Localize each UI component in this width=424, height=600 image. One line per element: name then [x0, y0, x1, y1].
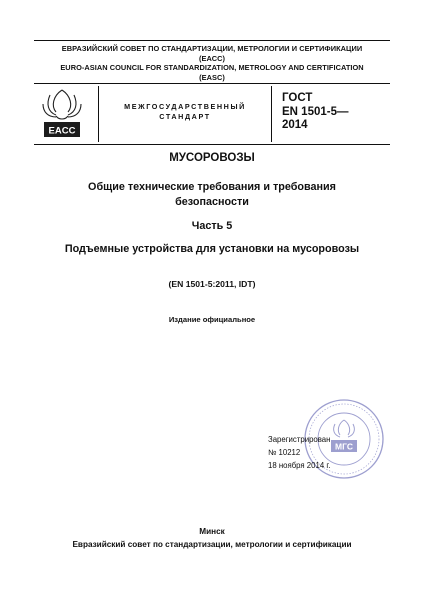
part-number: Часть 5: [191, 220, 233, 232]
header-top-rule: [34, 40, 390, 41]
council-abbr-en: (EASC): [199, 72, 225, 82]
standard-type-line: МЕЖГОСУДАРСТВЕННЫЙ: [124, 102, 246, 111]
publisher-name: Евразийский совет по стандартизации, метрологии и сертификации: [72, 540, 352, 549]
header-divider-left: [98, 86, 99, 142]
gost-code-line: 2014: [282, 119, 308, 132]
part-title: Подъемные устройства для установки на мусоровозы: [64, 243, 360, 255]
standard-type-line: СТАНДАРТ: [159, 111, 211, 121]
header-middle-rule: [34, 83, 390, 84]
eacc-logo: [39, 86, 85, 141]
council-name-block: [34, 44, 390, 82]
gost-code-line: EN 1501-5—: [282, 105, 349, 118]
seal-text: МГС: [335, 441, 353, 452]
council-name-en: EURO-ASIAN COUNCIL FOR STANDARDIZATION, METROLOGY AND CERTIFICATION: [60, 63, 364, 73]
council-abbr-ru: (ЕАСС): [199, 53, 225, 63]
standard-type: [112, 102, 258, 121]
document-subtitle-line: Общие технические требования и требования: [88, 181, 336, 193]
logo-text: EACC: [48, 125, 76, 137]
header-divider-right: [271, 86, 272, 142]
council-name-ru: ЕВРАЗИЙСКИЙ СОВЕТ ПО СТАНДАРТИЗАЦИИ, МЕТРОЛОГИИ И СЕРТИФИКАЦИИ: [61, 44, 363, 53]
equivalence-note: (EN 1501-5:2011, IDT): [168, 279, 256, 289]
gost-code-line: ГОСТ: [282, 92, 313, 104]
registration-date: 18 ноября 2014 г.: [268, 461, 331, 471]
document-subtitle-line: безопасности: [175, 196, 249, 208]
gost-designation: [282, 92, 392, 133]
registration-block: [268, 433, 330, 473]
header-bottom-rule: [34, 144, 390, 145]
registration-number: № 10212: [268, 448, 301, 458]
publication-city: Минск: [199, 527, 225, 536]
registration-label: Зарегистрирован: [268, 435, 331, 444]
document-title: МУСОРОВОЗЫ: [169, 152, 255, 164]
edition-note: Издание официальное: [168, 315, 256, 324]
